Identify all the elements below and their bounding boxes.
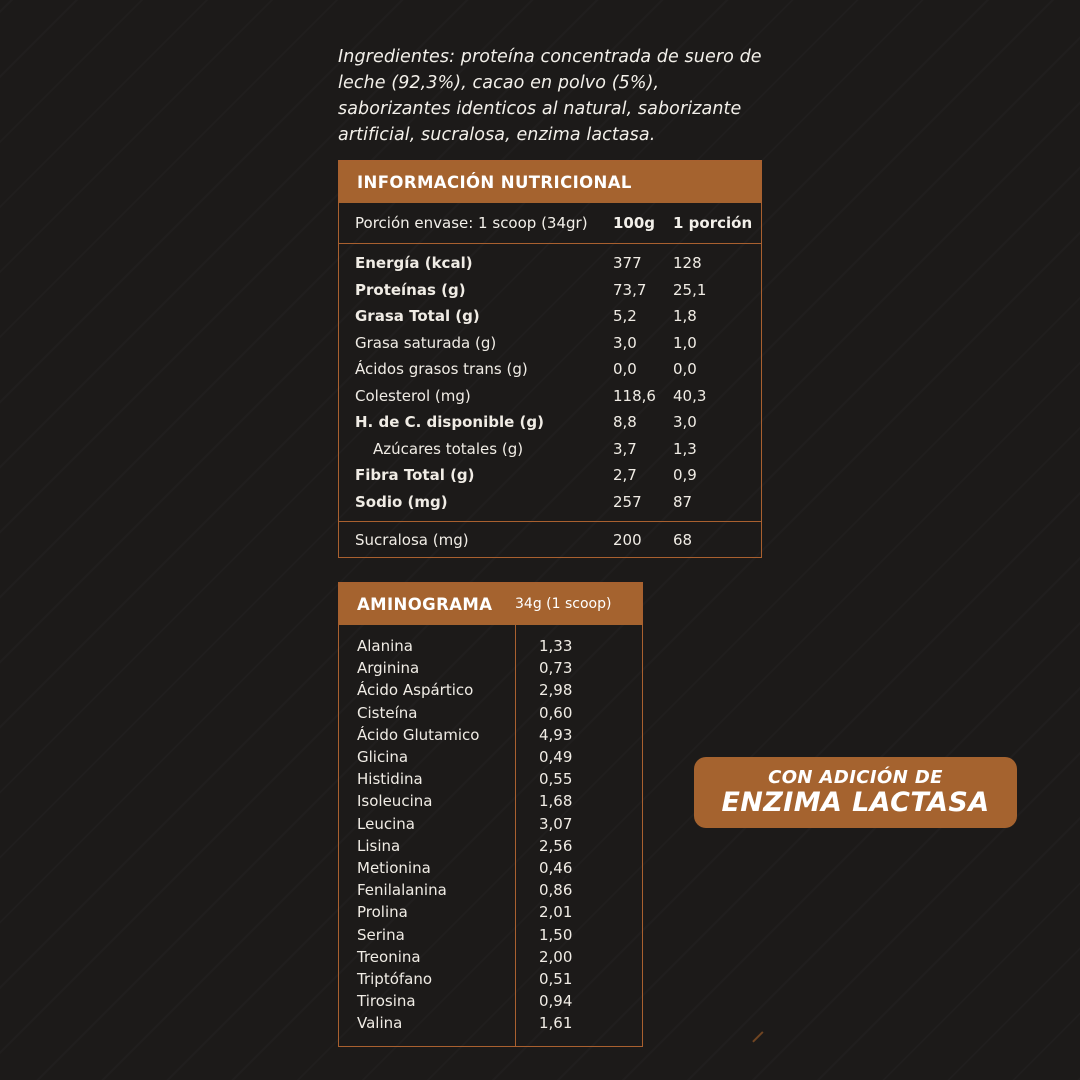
- row-value-portion: 40,3: [673, 386, 707, 405]
- table-row: [339, 303, 761, 330]
- row-value-portion: 0,9: [673, 466, 697, 485]
- amino-table: [338, 582, 643, 1047]
- amino-value: 1,68: [539, 792, 573, 811]
- amino-value: 2,01: [539, 903, 573, 922]
- amino-value: 0,46: [539, 858, 573, 877]
- portion-label: Porción envase: 1 scoop (34gr): [355, 214, 588, 232]
- list-item: [339, 746, 642, 768]
- list-item: [339, 724, 642, 746]
- row-value-portion: 25,1: [673, 280, 707, 299]
- list-item: [339, 835, 642, 857]
- amino-name: Serina: [357, 925, 405, 944]
- amino-table-title: AMINOGRAMA: [357, 594, 493, 614]
- row-label: Azúcares totales (g): [373, 439, 524, 458]
- amino-value: 0,73: [539, 659, 573, 678]
- row-value-portion: 68: [673, 530, 693, 549]
- amino-name: Cisteína: [357, 703, 418, 722]
- row-value-100g: 118,6: [613, 386, 656, 405]
- table-row-sucralosa: [339, 521, 761, 557]
- list-item: [339, 901, 642, 923]
- column-header-portion: 1 porción: [673, 214, 753, 232]
- amino-value: 1,33: [539, 637, 573, 656]
- row-value-100g: 5,2: [613, 307, 637, 326]
- row-value-portion: 3,0: [673, 413, 697, 432]
- row-value-100g: 73,7: [613, 280, 647, 299]
- amino-name: Glicina: [357, 748, 409, 767]
- row-value-portion: 1,0: [673, 333, 697, 352]
- badge-line-1: CON ADICIÓN DE: [768, 766, 943, 788]
- list-item: [339, 1012, 642, 1034]
- row-value-portion: 1,8: [673, 307, 697, 326]
- row-value-100g: 3,0: [613, 333, 637, 352]
- list-item: [339, 635, 642, 657]
- corner-decoration: [752, 1031, 768, 1047]
- list-item: [339, 968, 642, 990]
- table-row: [339, 436, 761, 463]
- row-value-portion: 1,3: [673, 439, 697, 458]
- list-item: [339, 946, 642, 968]
- list-item: [339, 857, 642, 879]
- list-item: [339, 923, 642, 945]
- row-label: Ácidos grasos trans (g): [355, 360, 528, 379]
- list-item: [339, 990, 642, 1012]
- row-value-100g: 200: [613, 530, 642, 549]
- row-value-portion: 0,0: [673, 360, 697, 379]
- row-value-portion: 87: [673, 492, 693, 511]
- amino-table-header: [339, 583, 642, 625]
- row-value-100g: 377: [613, 254, 642, 273]
- amino-name: Valina: [357, 1014, 403, 1033]
- amino-table-body: [339, 625, 642, 1046]
- row-label: Proteínas (g): [355, 280, 466, 299]
- row-value-100g: 8,8: [613, 413, 637, 432]
- list-item: [339, 768, 642, 790]
- table-row: [339, 250, 761, 277]
- row-label: Energía (kcal): [355, 254, 473, 273]
- nutrition-table-body: [339, 244, 761, 521]
- amino-value: 0,86: [539, 881, 573, 900]
- list-item: [339, 879, 642, 901]
- amino-name: Isoleucina: [357, 792, 433, 811]
- amino-name: Arginina: [357, 659, 420, 678]
- table-row: [339, 356, 761, 383]
- list-item: [339, 813, 642, 835]
- amino-value: 4,93: [539, 725, 573, 744]
- row-label: Grasa Total (g): [355, 307, 480, 326]
- row-label: H. de C. disponible (g): [355, 413, 544, 432]
- ingredients-text: Ingredientes: proteína concentrada de suero de leche (92,3%), cacao en polvo (5%), saborizantes identicos al natural, saborizante artificial, sucralosa, enzima lactasa.: [338, 47, 762, 145]
- status-badge: [694, 757, 1017, 828]
- amino-name: Histidina: [357, 770, 423, 789]
- amino-value: 1,50: [539, 925, 573, 944]
- amino-name: Fenilalanina: [357, 881, 447, 900]
- list-item: [339, 657, 642, 679]
- amino-name: Leucina: [357, 814, 415, 833]
- row-value-100g: 3,7: [613, 439, 637, 458]
- row-label: Grasa saturada (g): [355, 333, 497, 352]
- amino-value: 0,55: [539, 770, 573, 789]
- amino-name: Ácido Glutamico: [357, 725, 480, 744]
- amino-name: Treonina: [357, 947, 421, 966]
- row-value-100g: 0,0: [613, 360, 637, 379]
- amino-table-subtitle: 34g (1 scoop): [515, 596, 612, 612]
- row-label: Colesterol (mg): [355, 386, 471, 405]
- amino-name: Lisina: [357, 836, 401, 855]
- amino-value: 2,56: [539, 836, 573, 855]
- amino-value: 2,00: [539, 947, 573, 966]
- amino-value: 3,07: [539, 814, 573, 833]
- row-label: Fibra Total (g): [355, 466, 475, 485]
- amino-value: 0,49: [539, 748, 573, 767]
- row-value-portion: 128: [673, 254, 702, 273]
- amino-value: 0,60: [539, 703, 573, 722]
- nutrition-table-title: INFORMACIÓN NUTRICIONAL: [339, 161, 761, 203]
- row-label: Sodio (mg): [355, 492, 448, 511]
- amino-name: Ácido Aspártico: [357, 681, 474, 700]
- table-row: [339, 462, 761, 489]
- amino-name: Tirosina: [357, 992, 416, 1011]
- list-item: [339, 790, 642, 812]
- table-row: [339, 277, 761, 304]
- row-label: Sucralosa (mg): [355, 530, 469, 549]
- amino-value: 1,61: [539, 1014, 573, 1033]
- amino-name: Metionina: [357, 858, 431, 877]
- row-value-100g: 2,7: [613, 466, 637, 485]
- amino-name: Triptófano: [357, 969, 433, 988]
- table-row: [339, 330, 761, 357]
- amino-value: 0,51: [539, 969, 573, 988]
- list-item: [339, 702, 642, 724]
- row-value-100g: 257: [613, 492, 642, 511]
- column-header-100g: 100g: [613, 214, 656, 232]
- amino-value: 0,94: [539, 992, 573, 1011]
- table-row: [339, 409, 761, 436]
- nutrition-table: [338, 160, 762, 558]
- table-row: [339, 383, 761, 410]
- amino-name: Alanina: [357, 637, 413, 656]
- nutrition-table-columns: [339, 203, 761, 244]
- badge-line-2: ENZIMA LACTASA: [721, 786, 990, 818]
- table-row: [339, 489, 761, 516]
- amino-name: Prolina: [357, 903, 408, 922]
- list-item: [339, 679, 642, 701]
- amino-value: 2,98: [539, 681, 573, 700]
